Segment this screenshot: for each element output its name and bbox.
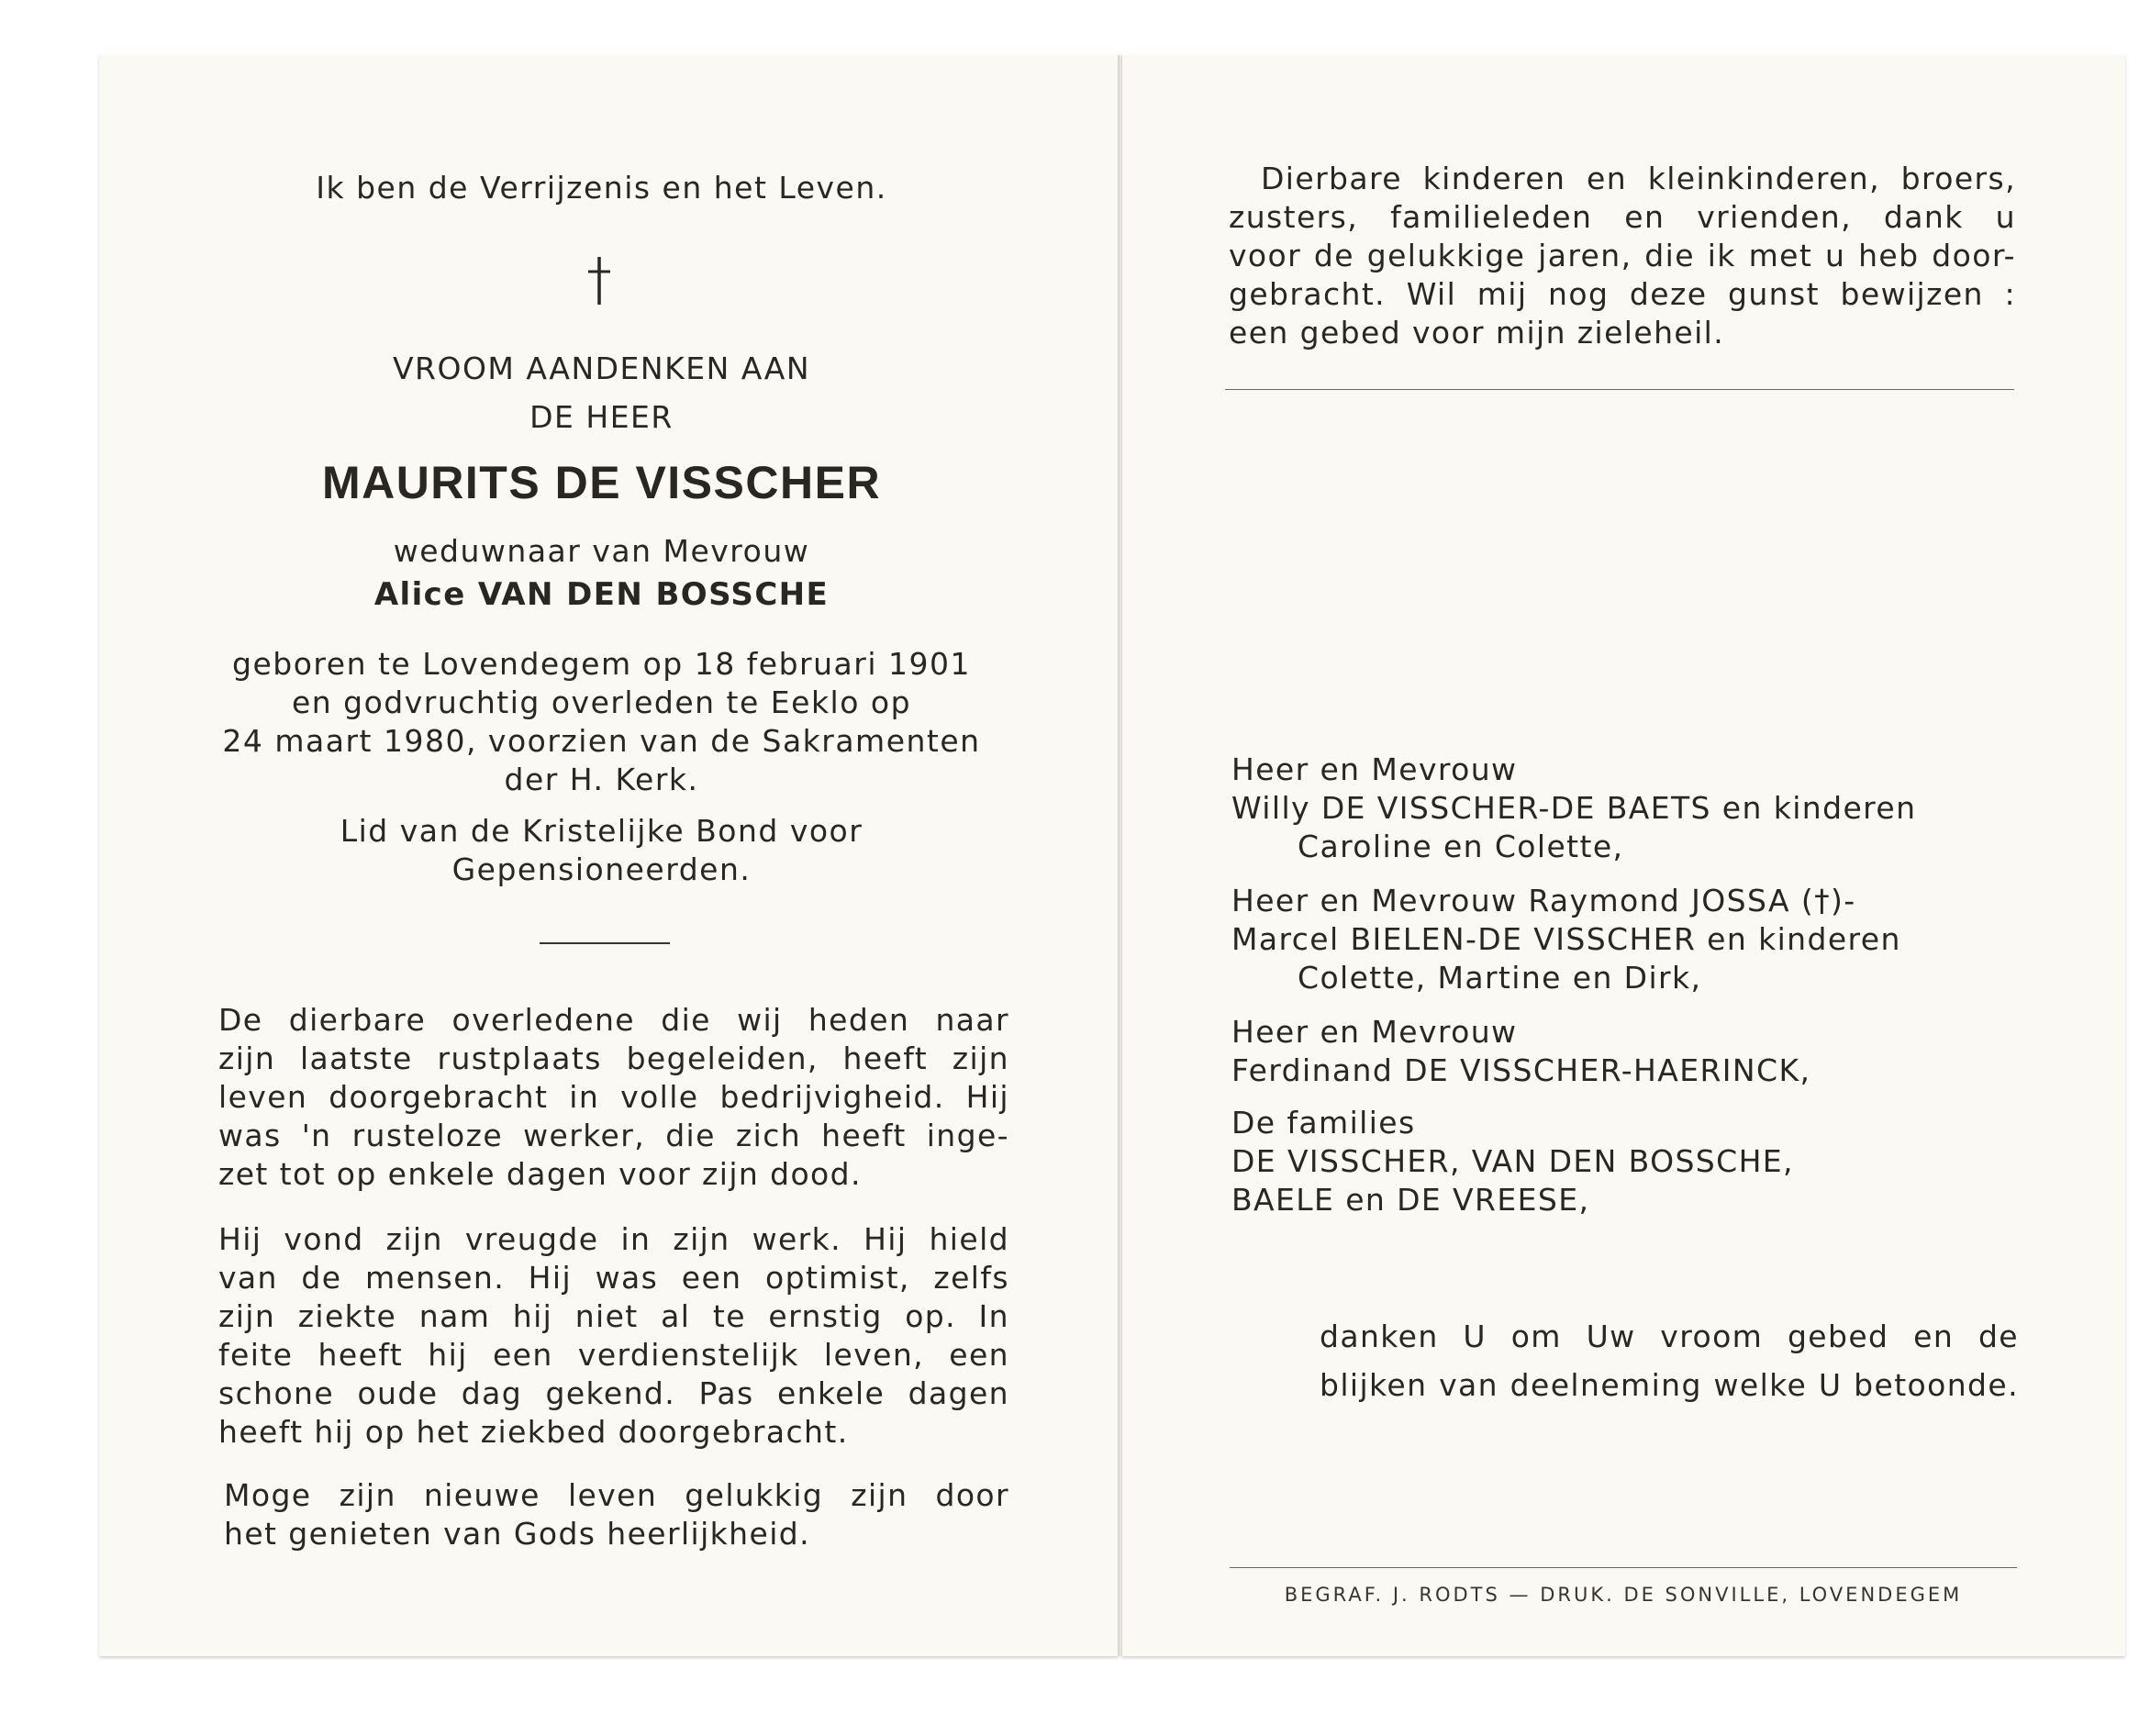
text-line: Heer en Mevrouw Raymond JOSSA (†)-	[1231, 883, 1856, 918]
text-line: Ferdinand DE VISSCHER-HAERINCK,	[1231, 1052, 1811, 1088]
text-line: Caroline en Colette,	[1298, 829, 1624, 864]
text-line: was 'n rusteloze werker, die zich heeft inge-	[218, 1118, 1009, 1153]
fold-line	[1119, 55, 1120, 1656]
text-line: De dierbare overledene die wij heden naar	[218, 1002, 1009, 1038]
text-line: zijn laatste rustplaats begeleiden, heeft zijn	[218, 1040, 1009, 1076]
paragraph-2	[218, 1220, 1009, 1452]
printer-credit: BEGRAF. J. RODTS — DRUK. DE SONVILLE, LOVENDEGEM	[1284, 1584, 1963, 1606]
footer-rule	[1230, 1567, 2017, 1568]
farewell-paragraph	[1229, 160, 2016, 352]
spouse-name: Alice VAN DEN BOSSCHE	[373, 576, 830, 613]
text-line: het genieten van Gods heerlijkheid.	[224, 1516, 811, 1552]
text-line: blijken van deelneming welke U betoonde.	[1320, 1367, 2019, 1403]
widow-line: weduwnaar van Mevrouw	[393, 533, 810, 569]
thanks-paragraph	[1320, 1312, 2019, 1409]
text-line: De families	[1231, 1105, 1416, 1141]
heading-line-1: VROOM AANDENKEN AAN	[392, 351, 811, 386]
text-line: zusters, familieleden en vrienden, dank u	[1229, 199, 2016, 235]
text-line: Hij vond zijn vreugde in zijn werk. Hij hield	[218, 1221, 1009, 1257]
latin-cross-icon	[581, 255, 618, 306]
member-line: Lid van de Kristelijke Bond voor	[340, 813, 863, 849]
text-line: Dierbare kinderen en kleinkinderen, broers,	[1261, 161, 2016, 196]
text-line: een gebed voor mijn zieleheil.	[1229, 315, 1725, 351]
text-line: feite heeft hij een verdienstelijk leven, een	[218, 1337, 1009, 1373]
text-line: Willy DE VISSCHER-DE BAETS en kinderen	[1231, 790, 1917, 826]
text-line: leven doorgebracht in volle bedrijvigheid. Hij	[218, 1079, 1009, 1115]
paragraph-1	[218, 1001, 1009, 1194]
text-line: Heer en Mevrouw	[1231, 1014, 1518, 1050]
family-block	[1231, 882, 1901, 997]
family-block	[1231, 751, 1916, 866]
birth-line: en godvruchtig overleden te Eeklo op	[291, 684, 912, 720]
motto: Ik ben de Verrijzenis en het Leven.	[316, 170, 887, 206]
text-line: DE VISSCHER, VAN DEN BOSSCHE,	[1231, 1143, 1794, 1179]
text-line: van de mensen. Hij was een optimist, zelfs	[218, 1260, 1009, 1296]
heading-line-2: DE HEER	[529, 399, 674, 435]
text-line: danken U om Uw vroom gebed en de	[1320, 1319, 2019, 1354]
text-line: zijn ziekte nam hij niet al te ernstig op. In	[218, 1298, 1009, 1334]
text-line: Marcel BIELEN-DE VISSCHER en kinderen	[1231, 921, 1901, 957]
text-line: heeft hij op het ziekbed doorgebracht.	[218, 1414, 849, 1450]
separator-rule	[540, 942, 670, 944]
birth-line: 24 maart 1980, voorzien van de Sakramenten	[222, 723, 981, 759]
birth-line: geboren te Lovendegem op 18 februari 1901	[232, 646, 971, 682]
separator-rule	[1225, 389, 2014, 390]
text-line: voor de gelukkige jaren, die ik met u heb door-	[1229, 238, 2016, 273]
paragraph-3	[224, 1476, 1009, 1553]
deceased-name: MAURITS DE VISSCHER	[321, 457, 882, 508]
text-line: schone oude dag gekend. Pas enkele dagen	[218, 1375, 1009, 1411]
text-line: gebracht. Wil mij nog deze gunst bewijzen :	[1229, 276, 2016, 312]
birth-line: der H. Kerk.	[504, 762, 699, 797]
text-line: Moge zijn nieuwe leven gelukkig zijn door	[224, 1477, 1009, 1513]
family-block	[1231, 1013, 1810, 1090]
text-line: Heer en Mevrouw	[1231, 751, 1518, 787]
text-line: Colette, Martine en Dirk,	[1298, 960, 1702, 996]
family-block	[1231, 1104, 1794, 1219]
text-line: BAELE en DE VREESE,	[1231, 1182, 1590, 1218]
text-line: zet tot op enkele dagen voor zijn dood.	[218, 1156, 862, 1192]
member-line: Gepensioneerden.	[451, 851, 752, 887]
